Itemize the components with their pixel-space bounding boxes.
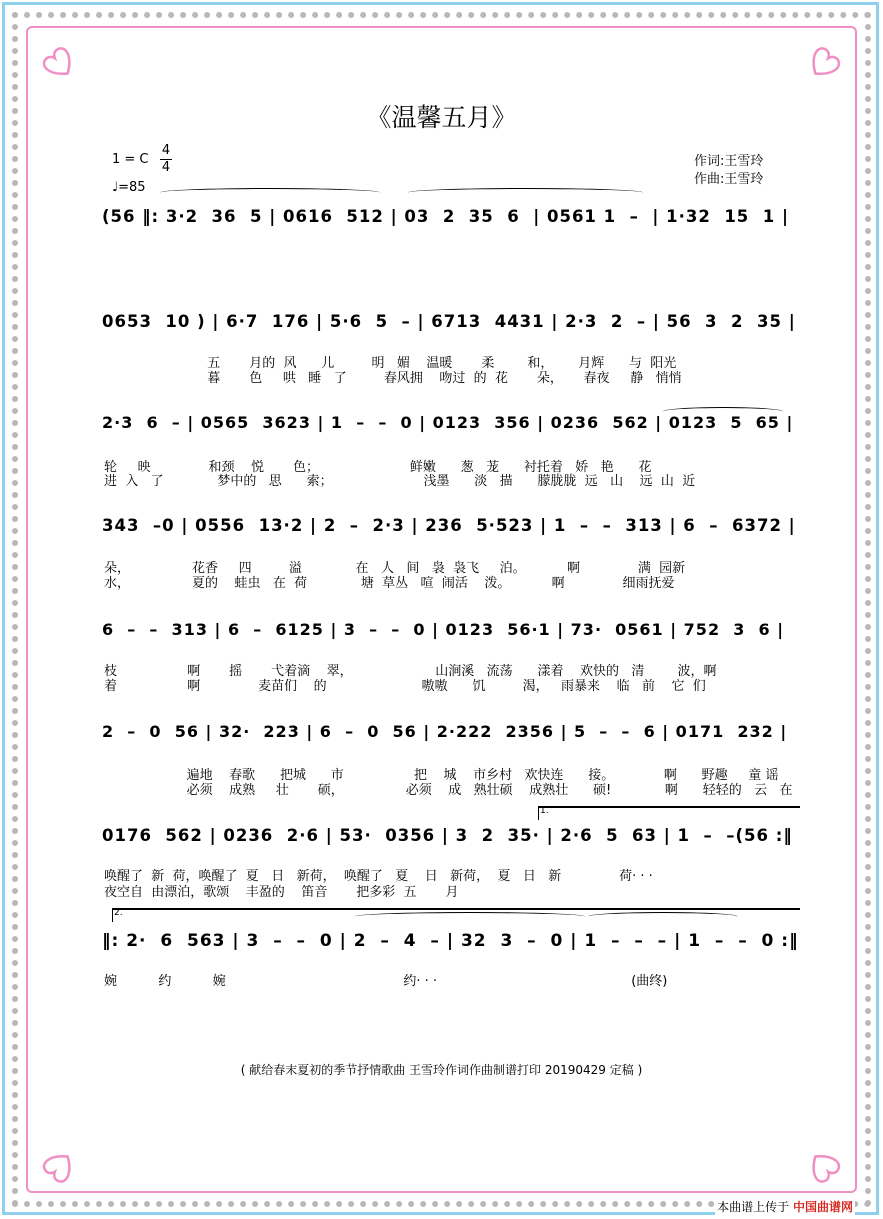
slur [588, 912, 738, 921]
notation-line-8: ‖: 2· 6 563 | 3 – – 0 | 2 – 4 – | 32 3 – 0 | 1 – – – | 1 – – 0 :‖ [102, 931, 799, 951]
heart-icon [38, 42, 78, 82]
source-brand: 中国曲谱网 [792, 1200, 853, 1214]
notation-line-5: 6 – – 313 | 6 – 6125 | 3 – – 0 | 0123 56·1 | 73· 0561 | 752 3 6 | [102, 620, 785, 639]
heart-icon [805, 1148, 845, 1188]
heart-icon [805, 42, 845, 82]
volta-bracket-2 [112, 908, 800, 910]
lyrics-line-7-verse-1: 唤醒了 新 荷，唤醒了 夏 日 新荷， 唤醒了 夏 日 新荷， 夏 日 新 荷· · · [104, 869, 653, 884]
notation-line-4: 343 –0 | 0556 13·2 | 2 – 2·3 | 236 5·523 | 1 – – 313 | 6 – 6372 | [102, 516, 796, 535]
inner-frame [26, 26, 857, 1193]
composer-credit: 作曲:王雪玲 [694, 172, 764, 187]
lyrics-line-5-verse-1: 枝 啊 摇 弋着滴 翠， 山涧溪 流荡 漾着 欢快的 清 波，啊 [104, 664, 717, 679]
tempo-marking: ♩=85 [112, 180, 146, 195]
lyrics-line-4-verse-2: 水， 夏的 蛙虫 在 荷 塘 草丛 喧 闹活 泼。 啊 细雨抚爱 [104, 576, 675, 591]
lyrics-line-4-verse-1: 朵， 花香 四 溢 在 人 间 袅 袅飞 泊。 啊 满 园新 [104, 561, 686, 576]
lyrics-line-3-verse-2: 进 入 了 梦中的 思 索； 浅墨 淡 描 朦胧胧 远 山 远 山 近 [104, 474, 696, 489]
time-sig-top: 4 [161, 143, 171, 158]
lyrics-line-7-verse-2: 夜空自 由漂泊，歌颂 丰盈的 笛音 把多彩 五 月 [104, 885, 459, 900]
notation-line-3: 2·3 6 – | 0565 3623 | 1 – – 0 | 0123 356 | 0236 562 | 0123 5 65 | [102, 413, 794, 432]
song-title: 《温馨五月》 [366, 103, 517, 132]
lyrics-line-2-verse-2: 暮 色 哄 睡 了 春风拥 吻过 的 花 朵， 春夜 静 悄悄 [104, 371, 682, 386]
volta-1-label: 1. [540, 806, 549, 816]
footer-note: ( 献给春末夏初的季节抒情歌曲 王雪玲作词作曲制谱打印 20190429 定稿 ) [240, 1063, 643, 1077]
source-prefix: 本曲谱上传于 [717, 1200, 790, 1214]
lyricist-credit: 作词:王雪玲 [694, 154, 764, 169]
notation-line-7: 0176 562 | 0236 2·6 | 53· 0356 | 3 2 35· | 2·6 5 63 | 1 – –(56 :‖ [102, 826, 793, 845]
time-signature [160, 143, 172, 176]
lyrics-line-5-verse-2: 着 啊 麦苗们 的 嗷嗷 饥 渴， 雨暴来 临 前 它 们 [104, 679, 706, 694]
heart-icon [38, 1148, 78, 1188]
volta-2-label: 2. [114, 908, 123, 918]
notation-line-6: 2 – 0 56 | 32· 223 | 6 – 0 56 | 2·222 2356 | 5 – – 6 | 0171 232 | [102, 722, 788, 741]
slur [408, 188, 643, 197]
time-sig-bottom: 4 [161, 160, 171, 175]
slur [160, 188, 380, 197]
notation-line-1: (56 ‖: 3·2 36 5 | 0616 512 | 03 2 35 6 | 0561 1 – | 1·32 15 1 | [102, 207, 790, 226]
lyrics-line-6-verse-1: 遍地 春歌 把城 市 把 城 市乡村 欢快连 接。 啊 野趣 童 谣 [104, 768, 779, 783]
lyrics-line-2-verse-1: 五 月的 风 儿 明 媚 温暖 柔 和， 月辉 与 阳光 [104, 356, 677, 371]
lyrics-line-3-verse-1: 轮 映 和颈 悦 色； 鲜嫩 葱 茏 衬托着 娇 艳 花 [104, 460, 652, 475]
slur [355, 912, 585, 921]
notation-line-2: 0653 10 ) | 6·7 176 | 5·6 5 – | 6713 4431 | 2·3 2 – | 56 3 2 35 | [102, 312, 796, 331]
lyrics-line-6-verse-2: 必须 成熟 壮 硕， 必须 成 熟壮硕 成熟壮 硕! 啊 轻轻的 云 在 [104, 783, 793, 798]
source-watermark [715, 1198, 855, 1215]
lyrics-line-8-verse-1: 婉 约 婉 约· · · (曲终) [104, 974, 668, 989]
volta-bracket-1 [538, 806, 800, 808]
key-signature: 1 = C [112, 152, 149, 167]
